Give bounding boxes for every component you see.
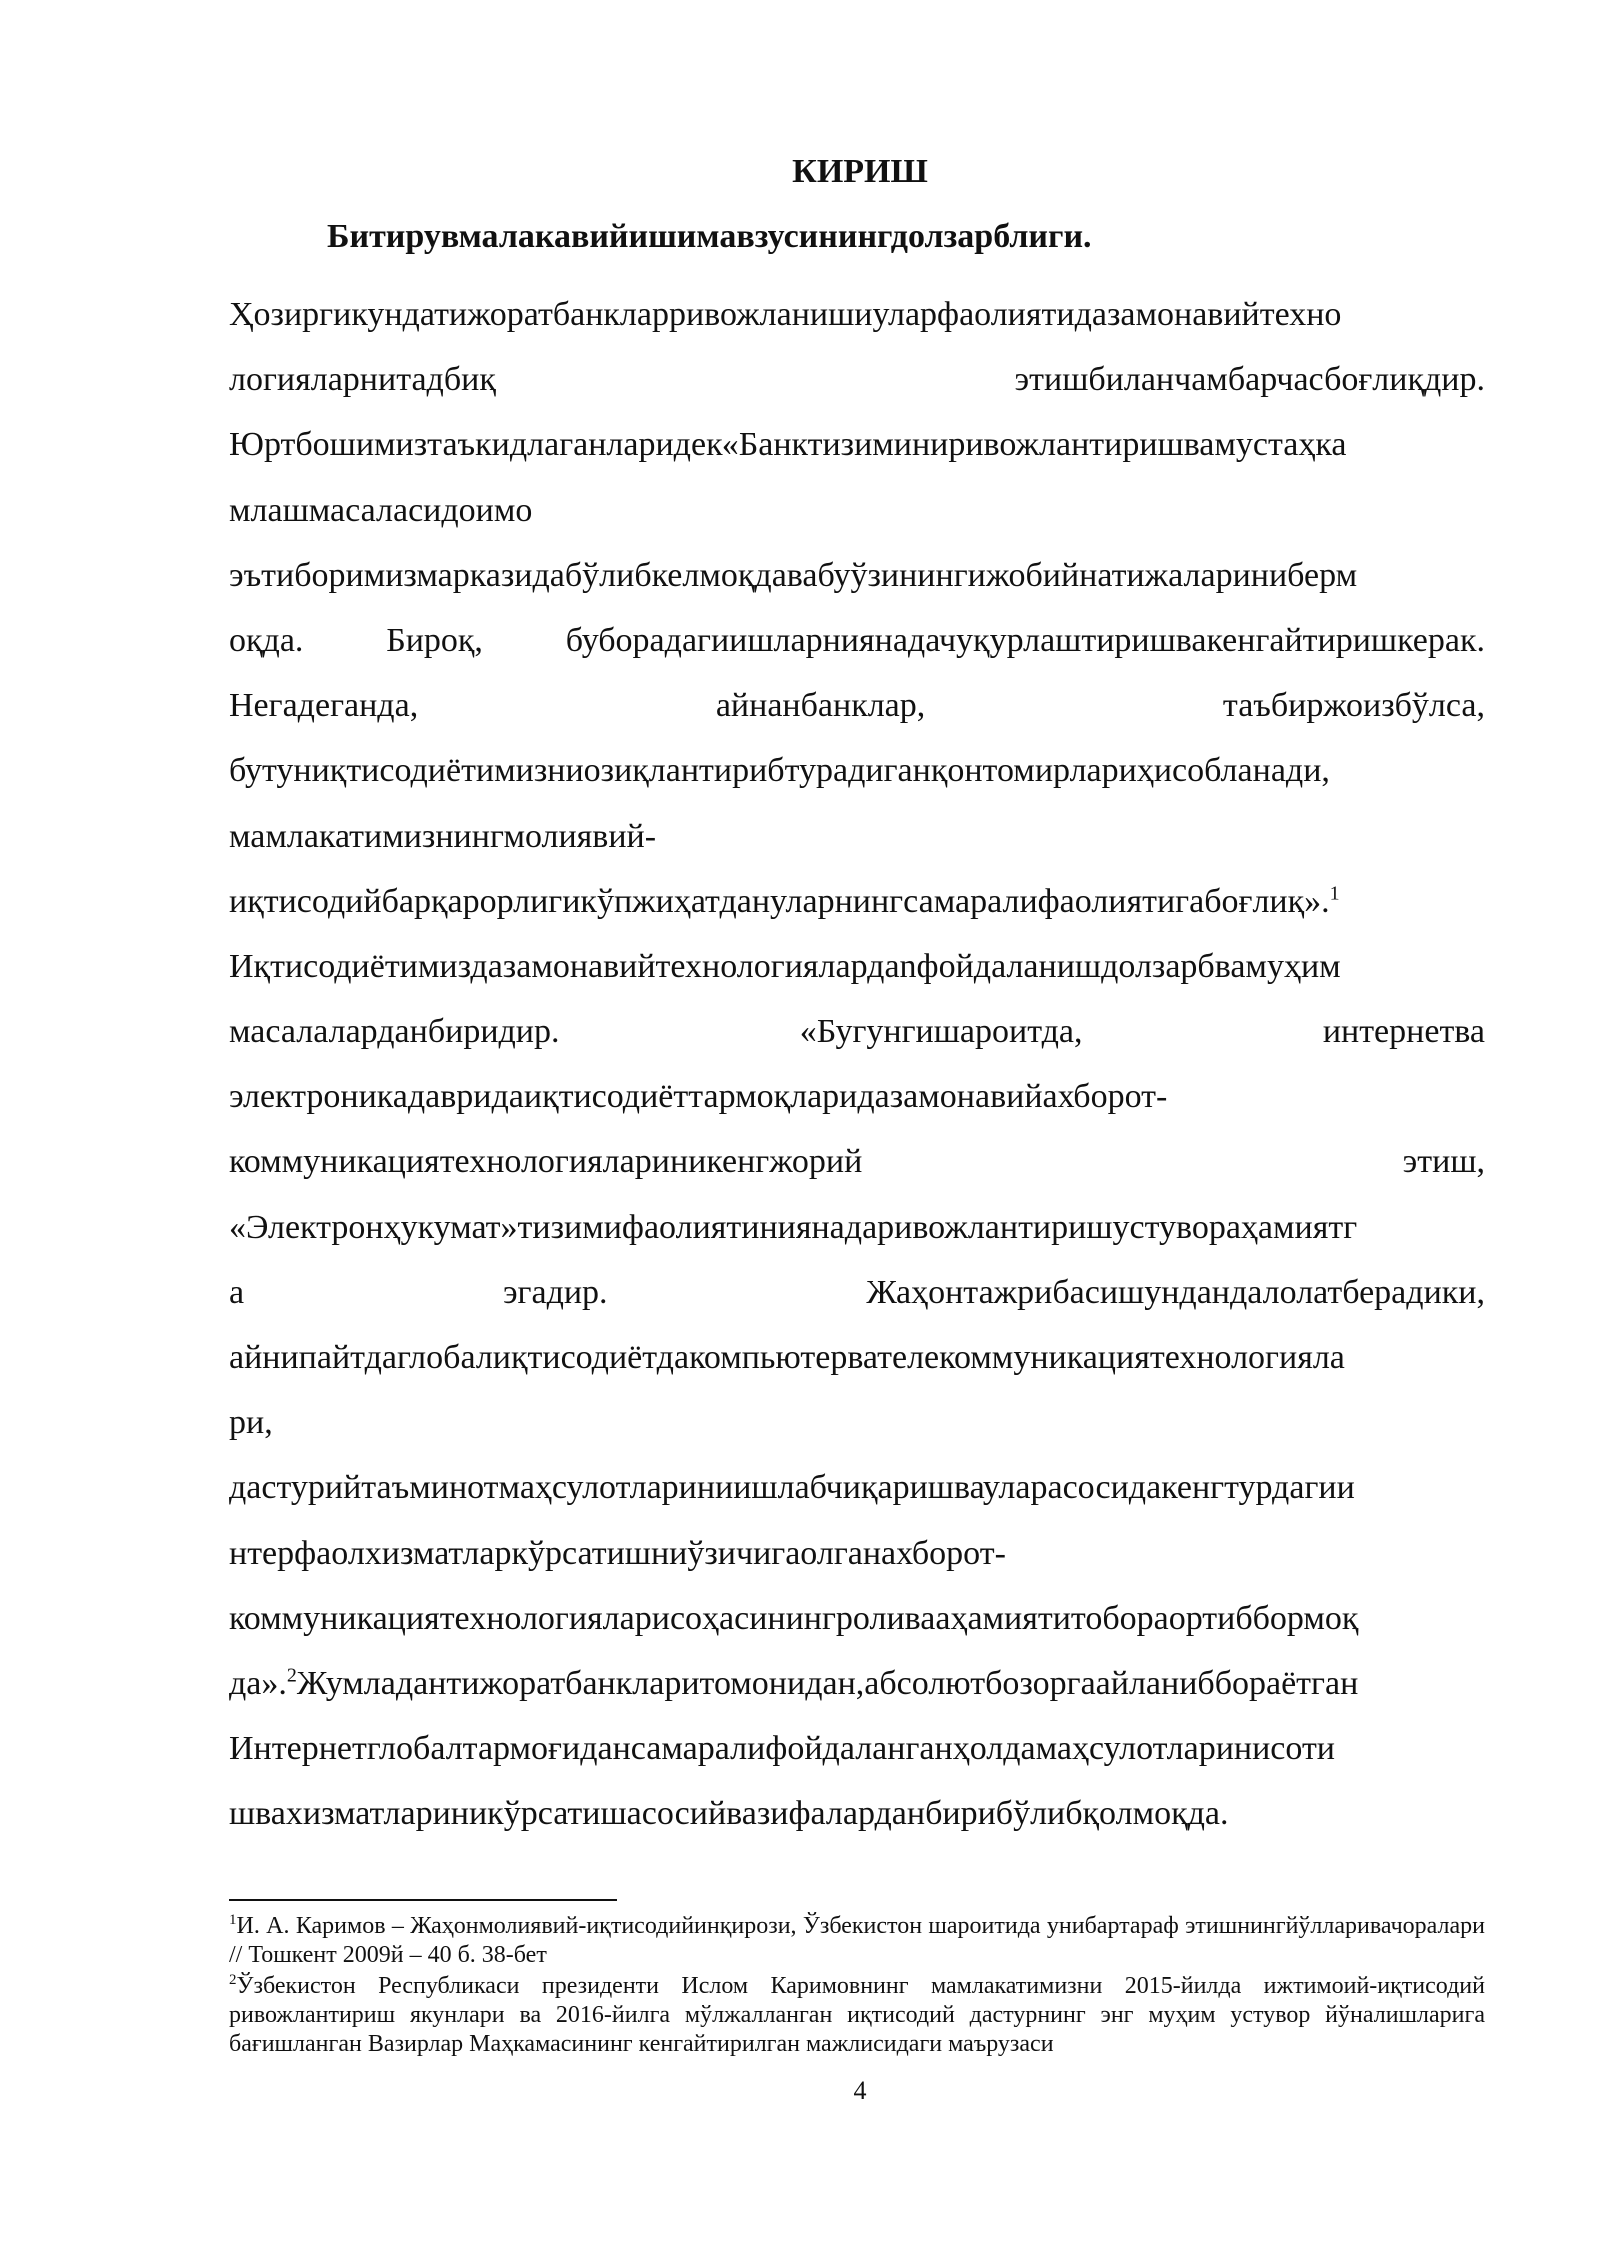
page-heading: КИРИШ bbox=[792, 153, 928, 190]
text-line: эътиборимизмарказидабўлибкелмоқдавабуўзинингижобийнатижалариниберм bbox=[229, 556, 1358, 594]
text-line: да».$^2$Жумладантижоратбанкларитомонидан,абсолютбозоргаайланибборaётган bbox=[229, 1664, 1359, 1702]
text-line: нтерфаолхизматларкўрсатишниўзичигаолганахборот- bbox=[229, 1534, 1006, 1572]
text-line: Иқтисодиётимиздазамонавийтехнологиялардanфойдаланишдолзарбвамуҳим bbox=[229, 947, 1341, 985]
footnote-number: 1 bbox=[229, 1912, 237, 1928]
body-paragraph bbox=[229, 282, 1485, 1847]
text-line: айнипайтдаглобалиқтисодиётдакомпьютервателекоммуникациятехнологияла bbox=[229, 1339, 1345, 1376]
text-line: коммуникациятехнологиялариникенгжорий этиш, bbox=[229, 1143, 1485, 1181]
footnote-ref: 1 bbox=[1329, 882, 1340, 905]
text-line: коммуникациятехнологияларисоҳасинингроливааҳамиятитобораортиббормоқ bbox=[229, 1599, 1359, 1637]
text-line: ри, bbox=[229, 1404, 273, 1442]
text-line: дастурийтаъминотмаҳсулотлариниишлабчиқаришвауларасосидакенгтурдагии bbox=[229, 1469, 1355, 1507]
text-line: мамлакатимизнингмолиявий- bbox=[229, 817, 657, 855]
text-line: Интернетглобалтармоғидансамаралифойдаланганҳолдамаҳсулотларинисоти bbox=[229, 1730, 1335, 1768]
footnote-number: 2 bbox=[229, 1972, 237, 1988]
footnote-2 bbox=[229, 1972, 1485, 2059]
text-line: а эгадир. Жаҳонтажрибасишундандалолатберадики, bbox=[229, 1273, 1485, 1311]
text-line: оқда. Бироқ, буборадагиишларниянадачуқурлаштиришвакенгайтиришкерак. bbox=[229, 621, 1485, 659]
text-line: млашмасаласидоимо bbox=[229, 491, 533, 529]
text-line: Негадеганда, айнанбанклар, таъбиржоизбўлса, bbox=[229, 687, 1485, 725]
text-line: швахизматлариникўрсатишасосийвазифаларданбирибўлибқолмоқда. bbox=[229, 1795, 1229, 1833]
text-line: «Электронҳукумат»тизимифаолиятиниянадаривожлантиришустувораҳамиятг bbox=[229, 1208, 1358, 1246]
footnote-text: И. А. Каримов – Жаҳонмолиявий-иқтисодийинқирози, Ўзбекистон шароитида унибартараф этишнингйўлларивачоралари // Тошкент 2009й – 40 б. 38-бет bbox=[229, 1913, 1485, 1968]
text-line: иқтисодийбарқарорлигикўпжиҳатдануларнингсамаралифаолиятигабоғлиқ».$^1$ bbox=[229, 882, 1340, 920]
footnote-text: Ўзбекистон Республикаси президенти Ислом Каримовнинг мамлакатимизни 2015-йилда ижтимоий-иқтисодий ривожлантириш якунлари ва 2016-йилга мўлжалланган иқтисодий дастурнинг энг муҳим устувор йўналишларига бағишланган Вазирлар Маҳкамасининг кенгайтирилган мажлисидаги маърузаси bbox=[229, 1973, 1485, 2057]
page-number: 4 bbox=[853, 2076, 867, 2105]
footnote-1 bbox=[229, 1912, 1485, 1970]
text-line: электроникадавридаиқтисодиёттармоқларидазамонавийахборот- bbox=[229, 1078, 1168, 1116]
text-line: логияларнитадбиқ этишбиланчамбарчасбоғлиқдир. bbox=[229, 361, 1485, 399]
footnote-separator bbox=[229, 1899, 617, 1901]
text-line: масалаларданбиридир. «Бугунгишароитда, интернетва bbox=[229, 1013, 1485, 1051]
text-line: Юртбошимизтаъкидлаганларидек«Банктизиминиривожлантиришвамустаҳка bbox=[229, 426, 1347, 464]
footnote-ref: 2 bbox=[286, 1664, 297, 1687]
text-line: Ҳозиргикундатижоратбанкларривожланишиуларфаолиятидазамонавийтехно bbox=[229, 296, 1342, 333]
footnotes bbox=[229, 1912, 1485, 2061]
section-subheading: Битирувмалакавийишимавзусинингдолзарблиги. bbox=[327, 218, 1092, 255]
text-line: бутуниқтисодиётимизниозиқлантирибтурадиганқонтомирлариҳисобланади, bbox=[229, 752, 1330, 790]
